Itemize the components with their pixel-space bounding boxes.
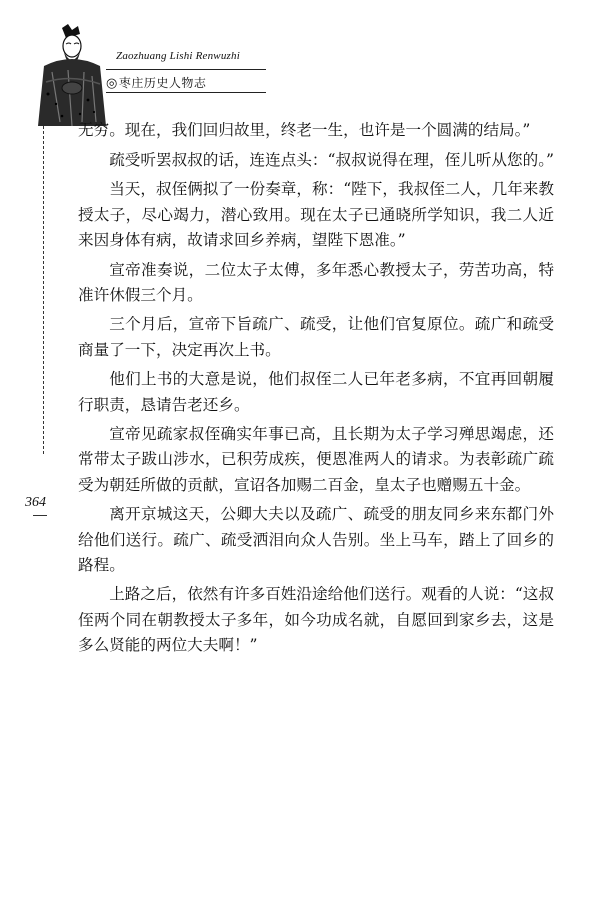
paragraph: 疏受听罢叔叔的话，连连点头：“叔叔说得在理，侄儿听从您的。” (109, 150, 554, 169)
header-divider-lower (106, 92, 266, 93)
header-title-text: 枣庄历史人物志 (118, 76, 207, 90)
paragraph: 三个月后，宣帝下旨疏广、疏受，让他们官复原位。疏广和疏受商量了一下，决定再次上书。 (78, 315, 554, 359)
page-number-rule (33, 515, 47, 516)
header-divider (106, 69, 266, 70)
scholar-portrait-icon (22, 22, 108, 126)
circle-mark-icon: ◎ (106, 76, 118, 91)
paragraph: 宣帝准奏说，二位太子太傅，多年悉心教授太子，劳苦功高，特准许休假三个月。 (78, 260, 554, 304)
body-text (78, 118, 554, 663)
paragraph: 无穷。现在，我们回归故里，终老一生，也许是一个圆满的结局。” (78, 121, 531, 139)
paragraph: 宣帝见疏家叔侄确实年事已高，且长期为太子学习殚思竭虑，还常带太子跋山涉水，已积劳成疾，便恩准两人的请求。为表彰疏广疏受为朝廷所做的贡献，宣诏各加赐二百金，皇太子也赠赐五十金。 (78, 425, 554, 494)
header-latin-title: Zaozhuang Lishi Renwuzhi (116, 50, 240, 62)
paragraph: 上路之后，依然有许多百姓沿途给他们送行。观看的人说：“这叔侄两个同在朝教授太子多年，如今功成名就，自愿回到家乡去，这是多么贤能的两位大夫啊！” (78, 585, 554, 654)
paragraph: 当天，叔侄俩拟了一份奏章，称：“陛下，我叔侄二人，几年来教授太子，尽心竭力，潜心致用。现在太子已通晓所学知识，我二人近来因身体有病，故请求回乡养病，望陛下恩准。” (78, 180, 554, 249)
paragraph: 离开京城这天，公卿大夫以及疏广、疏受的朋友同乡来东都门外给他们送行。疏广、疏受洒泪向众人告别。坐上马车，踏上了回乡的路程。 (78, 505, 554, 574)
paragraph: 他们上书的大意是说，他们叔侄二人已年老多病，不宜再回朝履行职责，恳请告老还乡。 (78, 370, 554, 414)
page-number: 364 (25, 495, 46, 510)
header-book-title (106, 74, 206, 91)
margin-dotted-line (43, 126, 44, 456)
